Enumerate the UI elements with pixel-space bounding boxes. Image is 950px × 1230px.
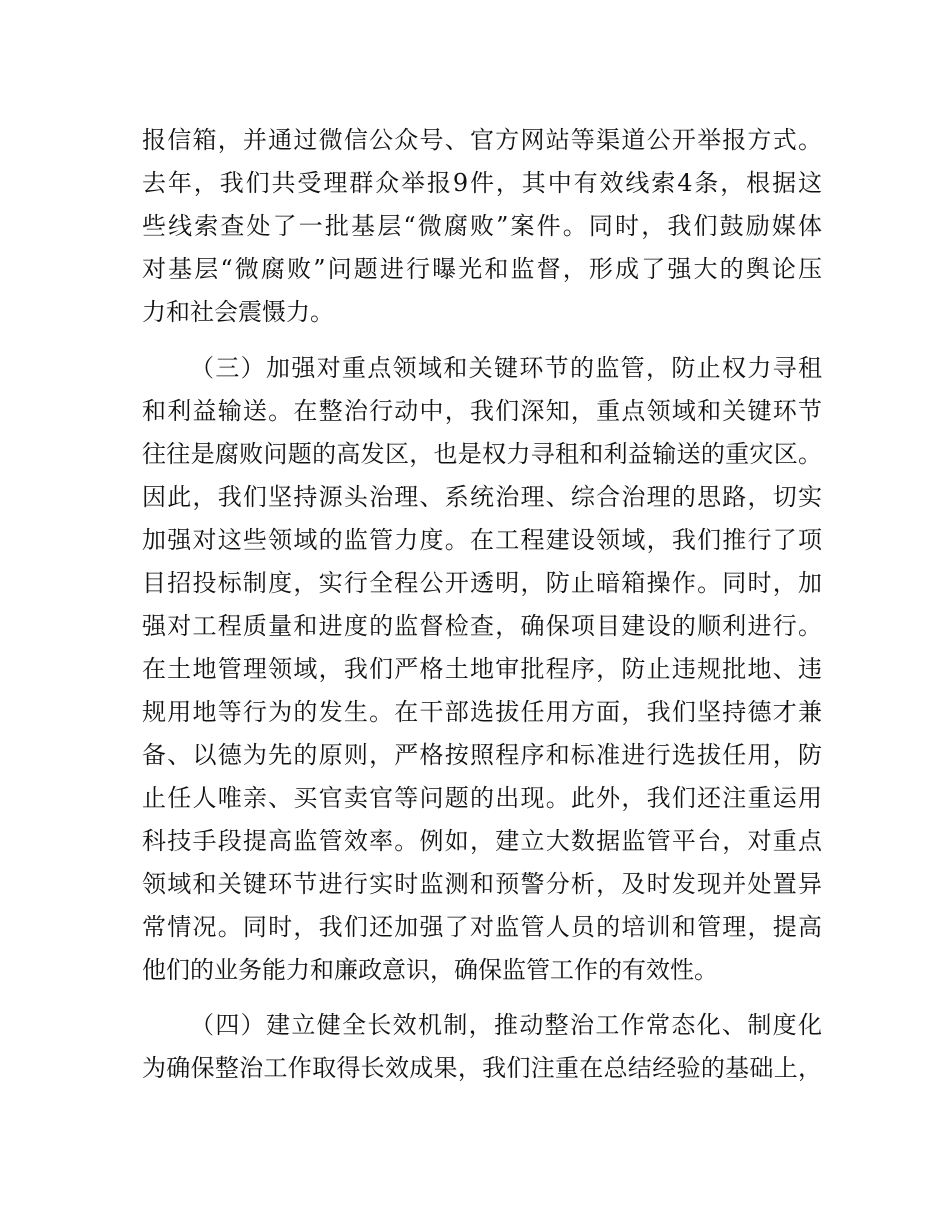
text-line-20: 他们的业务能力和廉政意识，确保监管工作的有效性。 [142, 956, 718, 984]
text-line-16: 止任人唯亲、买官卖官等问题的出现。此外，我们还注重运用 [142, 784, 822, 812]
text-line-7: 和利益输送。在整治行动中，我们深知，重点领域和关键环节 [142, 397, 822, 425]
text-line-17: 科技手段提高监管效率。例如，建立大数据监管平台，对重点 [142, 827, 822, 855]
text-line-15: 备、以德为先的原则，严格按照程序和标准进行选拔任用，防 [142, 741, 822, 769]
text-line-10: 加强对这些领域的监管力度。在工程建设领域，我们推行了项 [142, 526, 822, 554]
text-line-4: 对基层“微腐败”问题进行曝光和监督，形成了强大的舆论压 [142, 255, 822, 283]
text-line-9: 因此，我们坚持源头治理、系统治理、综合治理的思路，切实 [142, 483, 822, 511]
text-line-13: 在土地管理领域，我们严格土地审批程序，防止违规批地、违 [142, 655, 822, 683]
text-line-22: 为确保整治工作取得长效成果，我们注重在总结经验的基础上， [142, 1054, 822, 1082]
text-line-8: 往往是腐败问题的高发区，也是权力寻租和利益输送的重灾区。 [142, 440, 822, 468]
section-heading-3: （三）加强对重点领域和关键环节的监管，防止权力寻租 [190, 354, 822, 382]
text-line-12: 强对工程质量和进度的监督检查，确保项目建设的顺利进行。 [142, 612, 822, 640]
text-line-3: 些线索查处了一批基层“微腐败”案件。同时，我们鼓励媒体 [142, 212, 822, 240]
text-line-2: 去年，我们共受理群众举报9件，其中有效线索4条，根据这 [142, 169, 822, 197]
text-line-11: 目招投标制度，实行全程公开透明，防止暗箱操作。同时，加 [142, 569, 822, 597]
text-line-5: 力和社会震慑力。 [142, 298, 334, 326]
text-line-19: 常情况。同时，我们还加强了对监管人员的培训和管理，提高 [142, 913, 822, 941]
text-line-14: 规用地等行为的发生。在干部选拔任用方面，我们坚持德才兼 [142, 698, 822, 726]
text-line-1: 报信箱，并通过微信公众号、官方网站等渠道公开举报方式。 [142, 126, 822, 154]
section-heading-4: （四）建立健全长效机制，推动整治工作常态化、制度化 [190, 1011, 822, 1039]
text-line-18: 领域和关键环节进行实时监测和预警分析，及时发现并处置异 [142, 870, 822, 898]
